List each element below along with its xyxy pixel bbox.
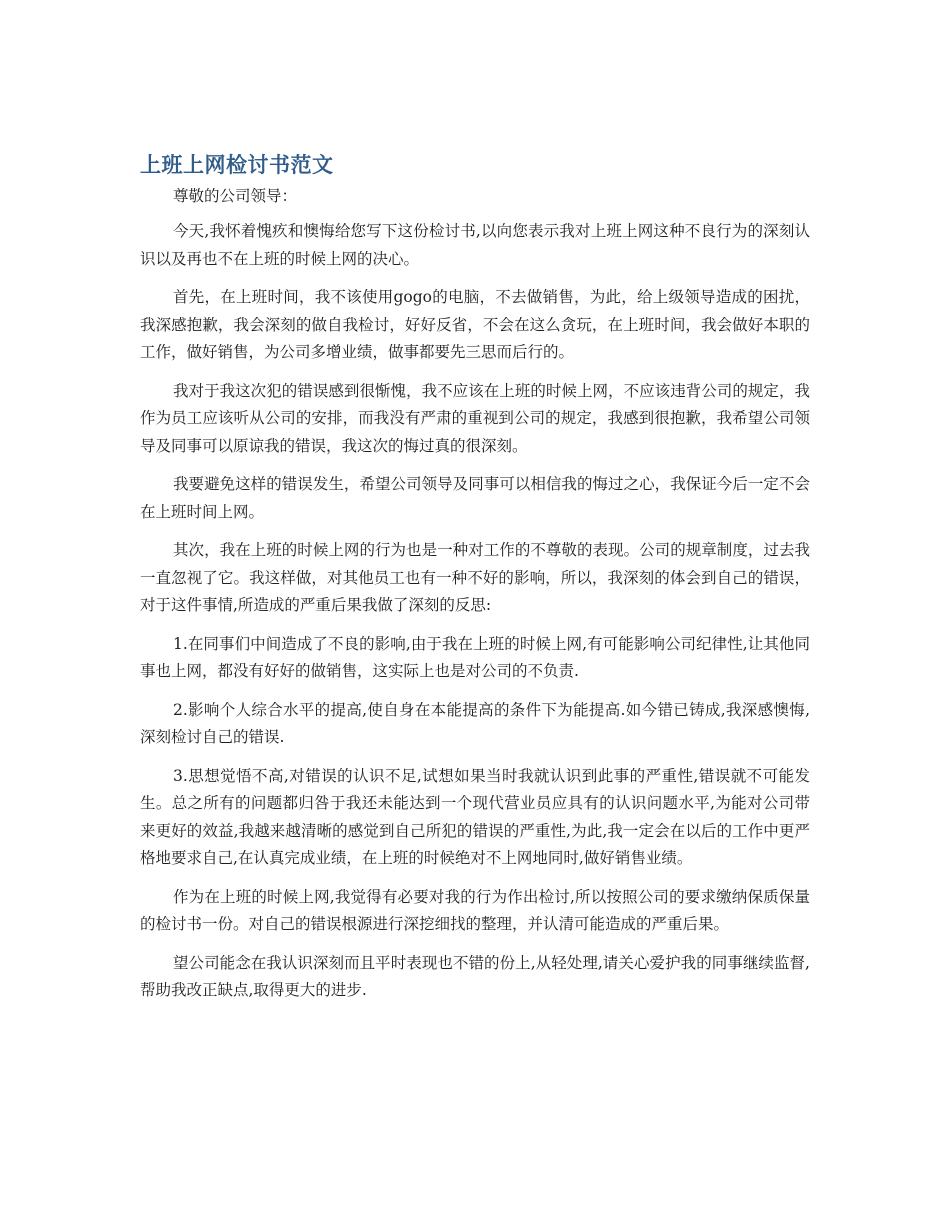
paragraph-closing: 望公司能念在我认识深刻而且平时表现也不错的份上,从轻处理,请关心爱护我的同事继续监督,帮助我改正缺点,取得更大的进步. xyxy=(140,953,810,999)
paragraph-second: 其次，我在上班的时候上网的行为也是一种对工作的不尊敬的表现。公司的规章制度，过去我一直忽视了它。我这样做，对其他员工也有一种不好的影响，所以，我深刻的体会到自己的错误，对于这件事情,所造成的严重后果我做了深刻的反思: xyxy=(140,541,810,614)
document-title: 上班上网检讨书范文 xyxy=(140,153,334,177)
paragraph-intro: 今天,我怀着愧疚和懊悔给您写下这份检讨书,以向您表示我对上班上网这种不良行为的深刻认识以及再也不在上班的时候上网的决心。 xyxy=(140,222,810,268)
paragraph-promise: 我要避免这样的错误发生，希望公司领导及同事可以相信我的悔过之心，我保证今后一定不会在上班时间上网。 xyxy=(140,475,810,521)
paragraph-point-1: 1.在同事们中间造成了不良的影响,由于我在上班的时候上网,有可能影响公司纪律性,让其他同事也上网，都没有好好的做销售，这实际上也是对公司的不负责. xyxy=(140,634,810,680)
paragraph-point-3: 3.思想觉悟不高,对错误的认识不足,试想如果当时我就认识到此事的严重性,错误就不可能发生。总之所有的问题都归咎于我还未能达到一个现代营业员应具有的认识问题水平,为能对公司带来更好的效益,我越来越清晰的感觉到自己所犯的错误的严重性,为此,我一定会在以后的工作中更严格地要求自己,在认真完成业绩，在上班的时候绝对不上网地同时,做好销售业绩。 xyxy=(140,766,810,867)
paragraph-remorse: 我对于我这次犯的错误感到很惭愧，我不应该在上班的时候上网，不应该违背公司的规定，我作为员工应该听从公司的安排，而我没有严肃的重视到公司的规定，我感到很抱歉，我希望公司领导及同事可以原谅我的错误，我这次的悔过真的很深刻。 xyxy=(140,381,810,455)
document-body xyxy=(140,150,810,1016)
salutation: 尊敬的公司领导： xyxy=(173,187,298,205)
paragraph-point-2: 2.影响个人综合水平的提高,使自身在本能提高的条件下为能提高.如今错已铸成,我深感懊悔,深刻检讨自己的错误. xyxy=(140,700,810,746)
paragraph-submission: 作为在上班的时候上网,我觉得有必要对我的行为作出检讨,所以按照公司的要求缴纳保质保量的检讨书一份。对自己的错误根源进行深挖细找的整理，并认清可能造成的严重后果。 xyxy=(140,887,810,933)
paragraph-first: 首先，在上班时间，我不该使用gogo的电脑，不去做销售，为此，给上级领导造成的困扰，我深感抱歉，我会深刻的做自我检讨，好好反省，不会在这么贪玩，在上班时间，我会做好本职的工作，做好销售，为公司多增业绩，做事都要先三思而后行的。 xyxy=(140,288,810,361)
